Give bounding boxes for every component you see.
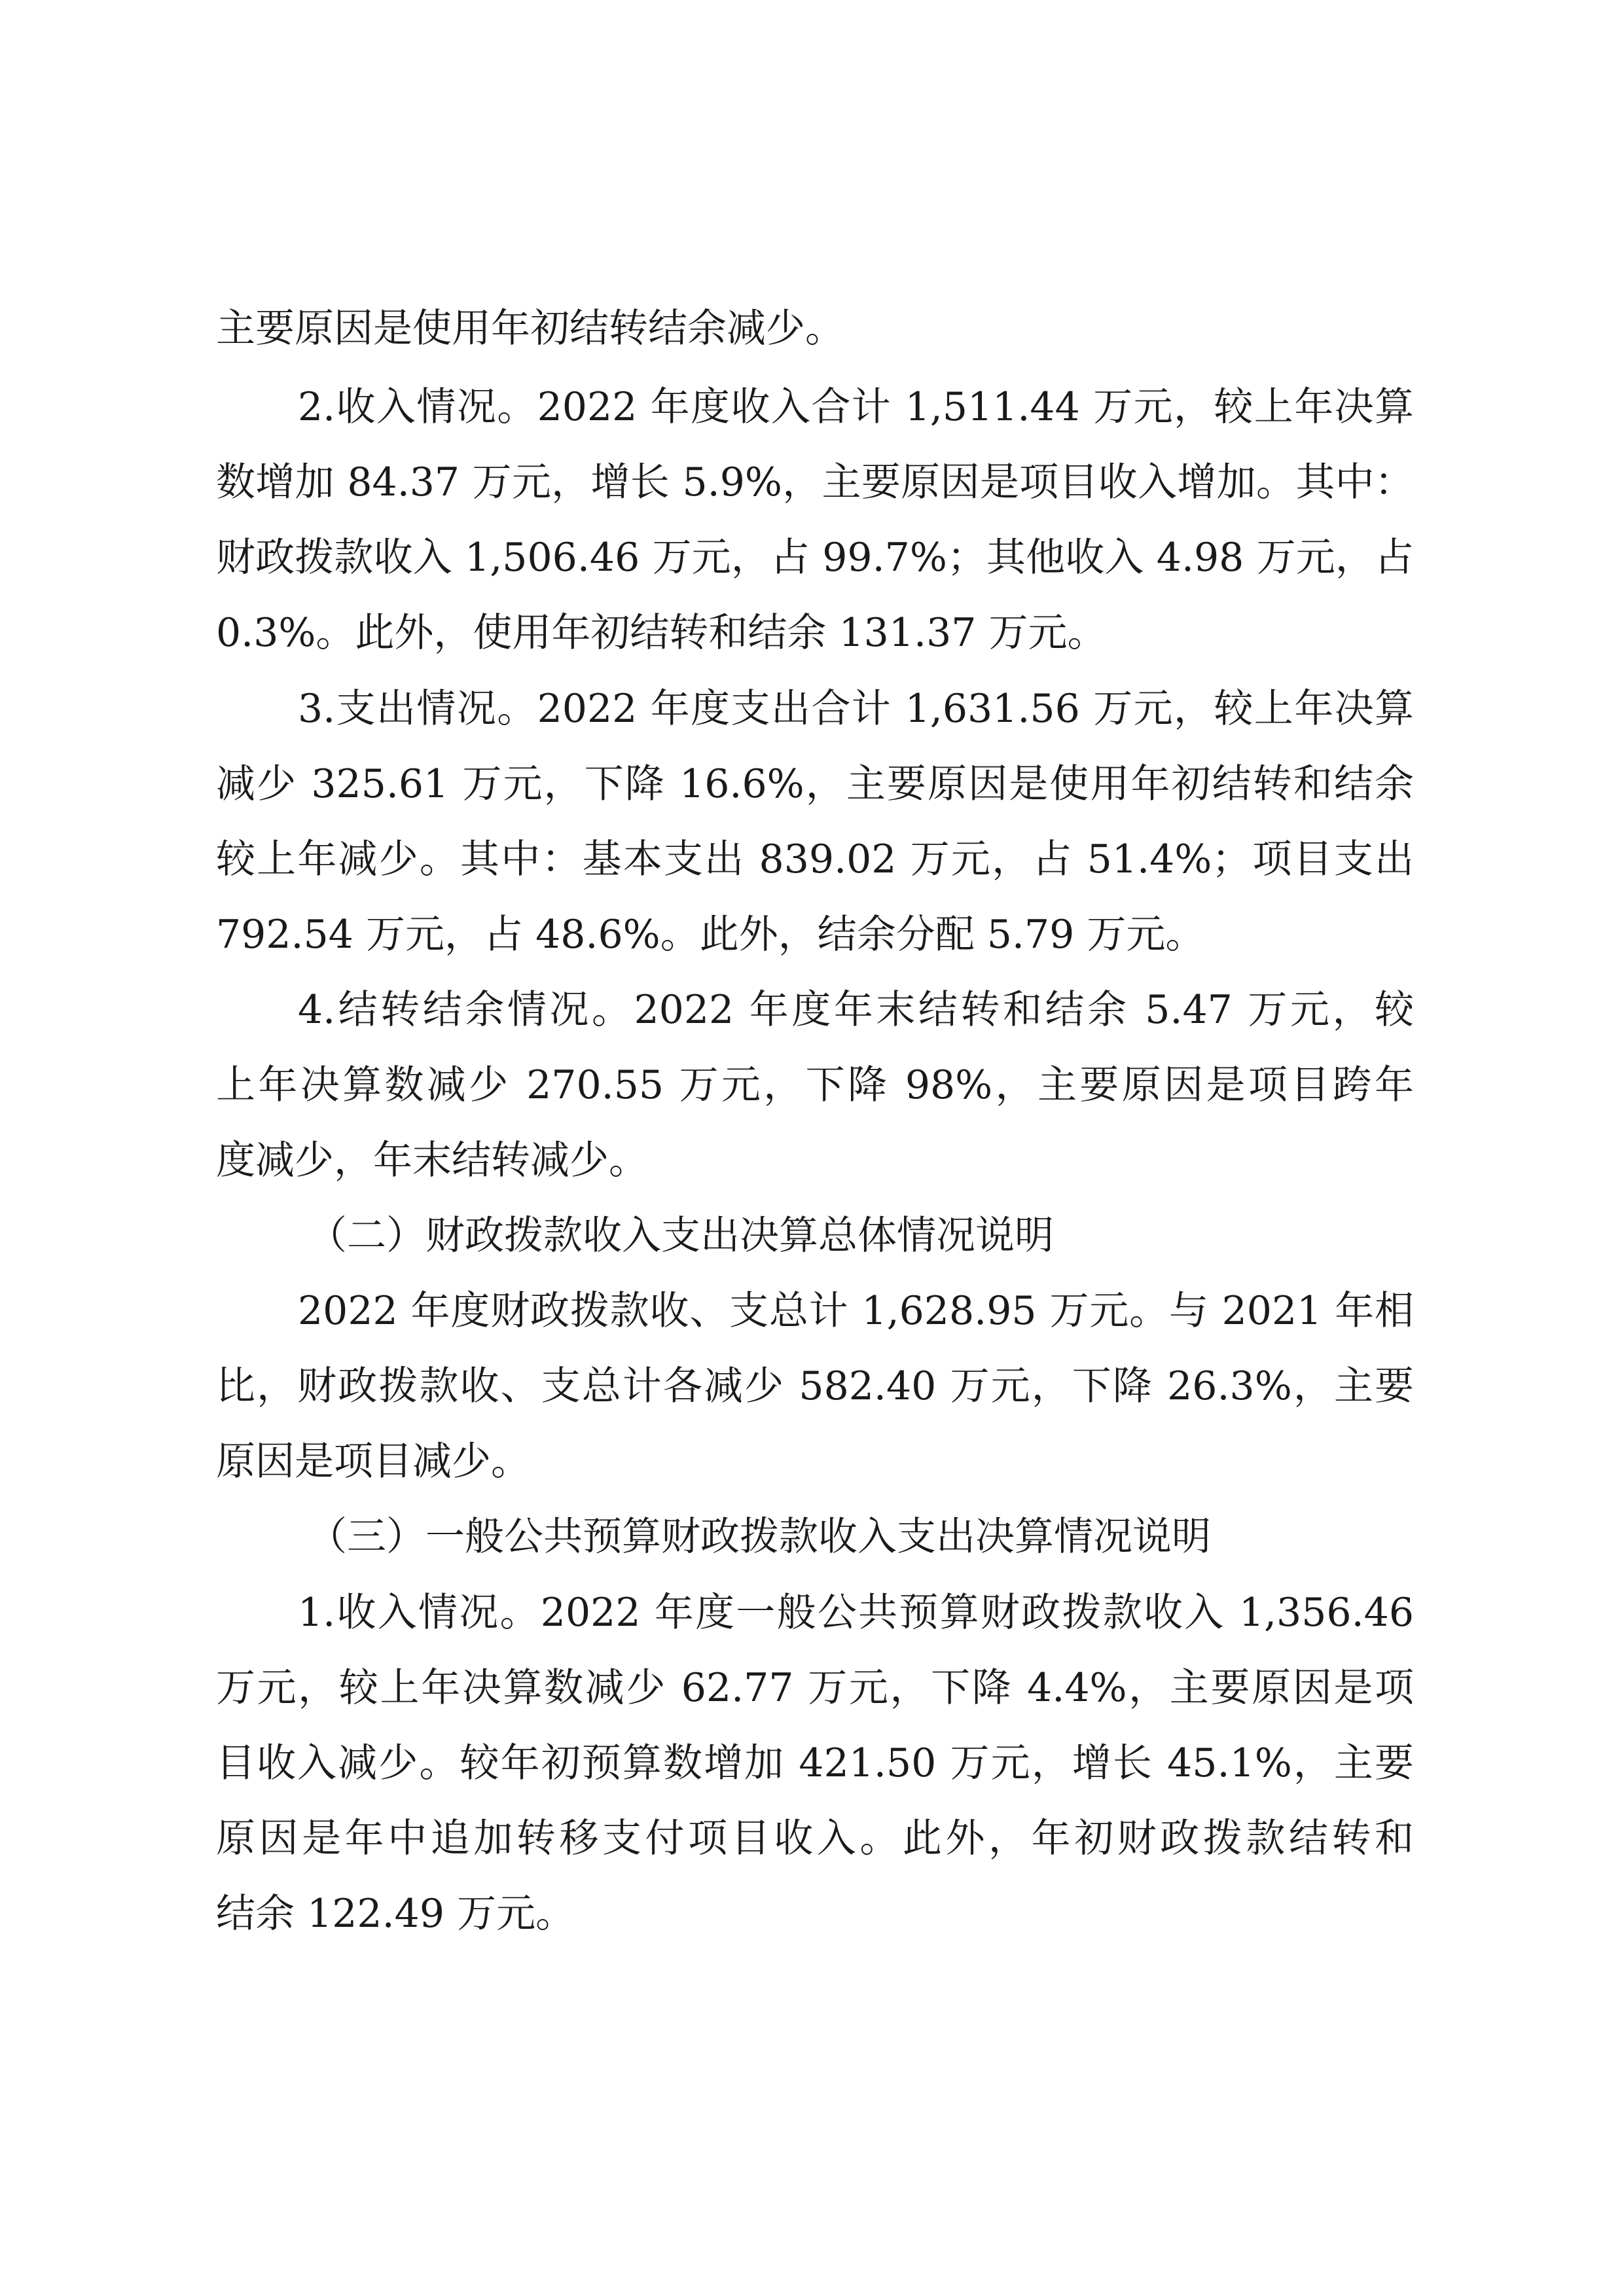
text-line: 主要原因是使用年初结转结余减少。 — [216, 306, 844, 351]
text-line: 结余 122.49 万元。 — [216, 1891, 575, 1937]
section-heading-2: （二）财政拨款收入支出决算总体情况说明 — [308, 1213, 1054, 1259]
paragraph-fiscal-total-start: 2022 年度财政拨款收、支总计 1,628.95 万元。与 2021 年相 — [298, 1288, 1414, 1334]
paragraph-carryover-start: 4.结转结余情况。2022 年度年末结转和结余 5.47 万元，较 — [298, 987, 1414, 1033]
text-line: 比，财政拨款收、支总计各减少 582.40 万元，下降 26.3%，主要 — [216, 1363, 1414, 1409]
paragraph-expenditure-start: 3.支出情况。2022 年度支出合计 1,631.56 万元，较上年决算 — [298, 686, 1414, 732]
text-line: 财政拨款收入 1,506.46 万元，占 99.7%；其他收入 4.98 万元，占 — [216, 535, 1414, 581]
text-line: 0.3%。此外，使用年初结转和结余 131.37 万元。 — [216, 610, 1107, 656]
paragraph-income-start: 2.收入情况。2022 年度收入合计 1,511.44 万元，较上年决算 — [298, 384, 1414, 430]
text-line: 上年决算数减少 270.55 万元，下降 98%，主要原因是项目跨年 — [216, 1062, 1414, 1108]
text-line: 较上年减少。其中：基本支出 839.02 万元，占 51.4%；项目支出 — [216, 836, 1414, 882]
text-line: 792.54 万元，占 48.6%。此外，结余分配 5.79 万元。 — [216, 912, 1205, 958]
text-line: 原因是年中追加转移支付项目收入。此外，年初财政拨款结转和 — [216, 1816, 1414, 1861]
paragraph-public-budget-start: 1.收入情况。2022 年度一般公共预算财政拨款收入 1,356.46 — [298, 1590, 1414, 1636]
text-line: 目收入减少。较年初预算数增加 421.50 万元，增长 45.1%，主要 — [216, 1740, 1414, 1786]
text-line: 度减少，年末结转减少。 — [216, 1138, 648, 1183]
text-line: 数增加 84.37 万元，增长 5.9%，主要原因是项目收入增加。其中： — [216, 459, 1414, 505]
text-line: 原因是项目减少。 — [216, 1439, 530, 1484]
text-line: 减少 325.61 万元，下降 16.6%，主要原因是使用年初结转和结余 — [216, 761, 1414, 807]
section-heading-3: （三）一般公共预算财政拨款收入支出决算情况说明 — [308, 1514, 1211, 1560]
text-line: 万元，较上年决算数减少 62.77 万元，下降 4.4%，主要原因是项 — [216, 1665, 1414, 1711]
